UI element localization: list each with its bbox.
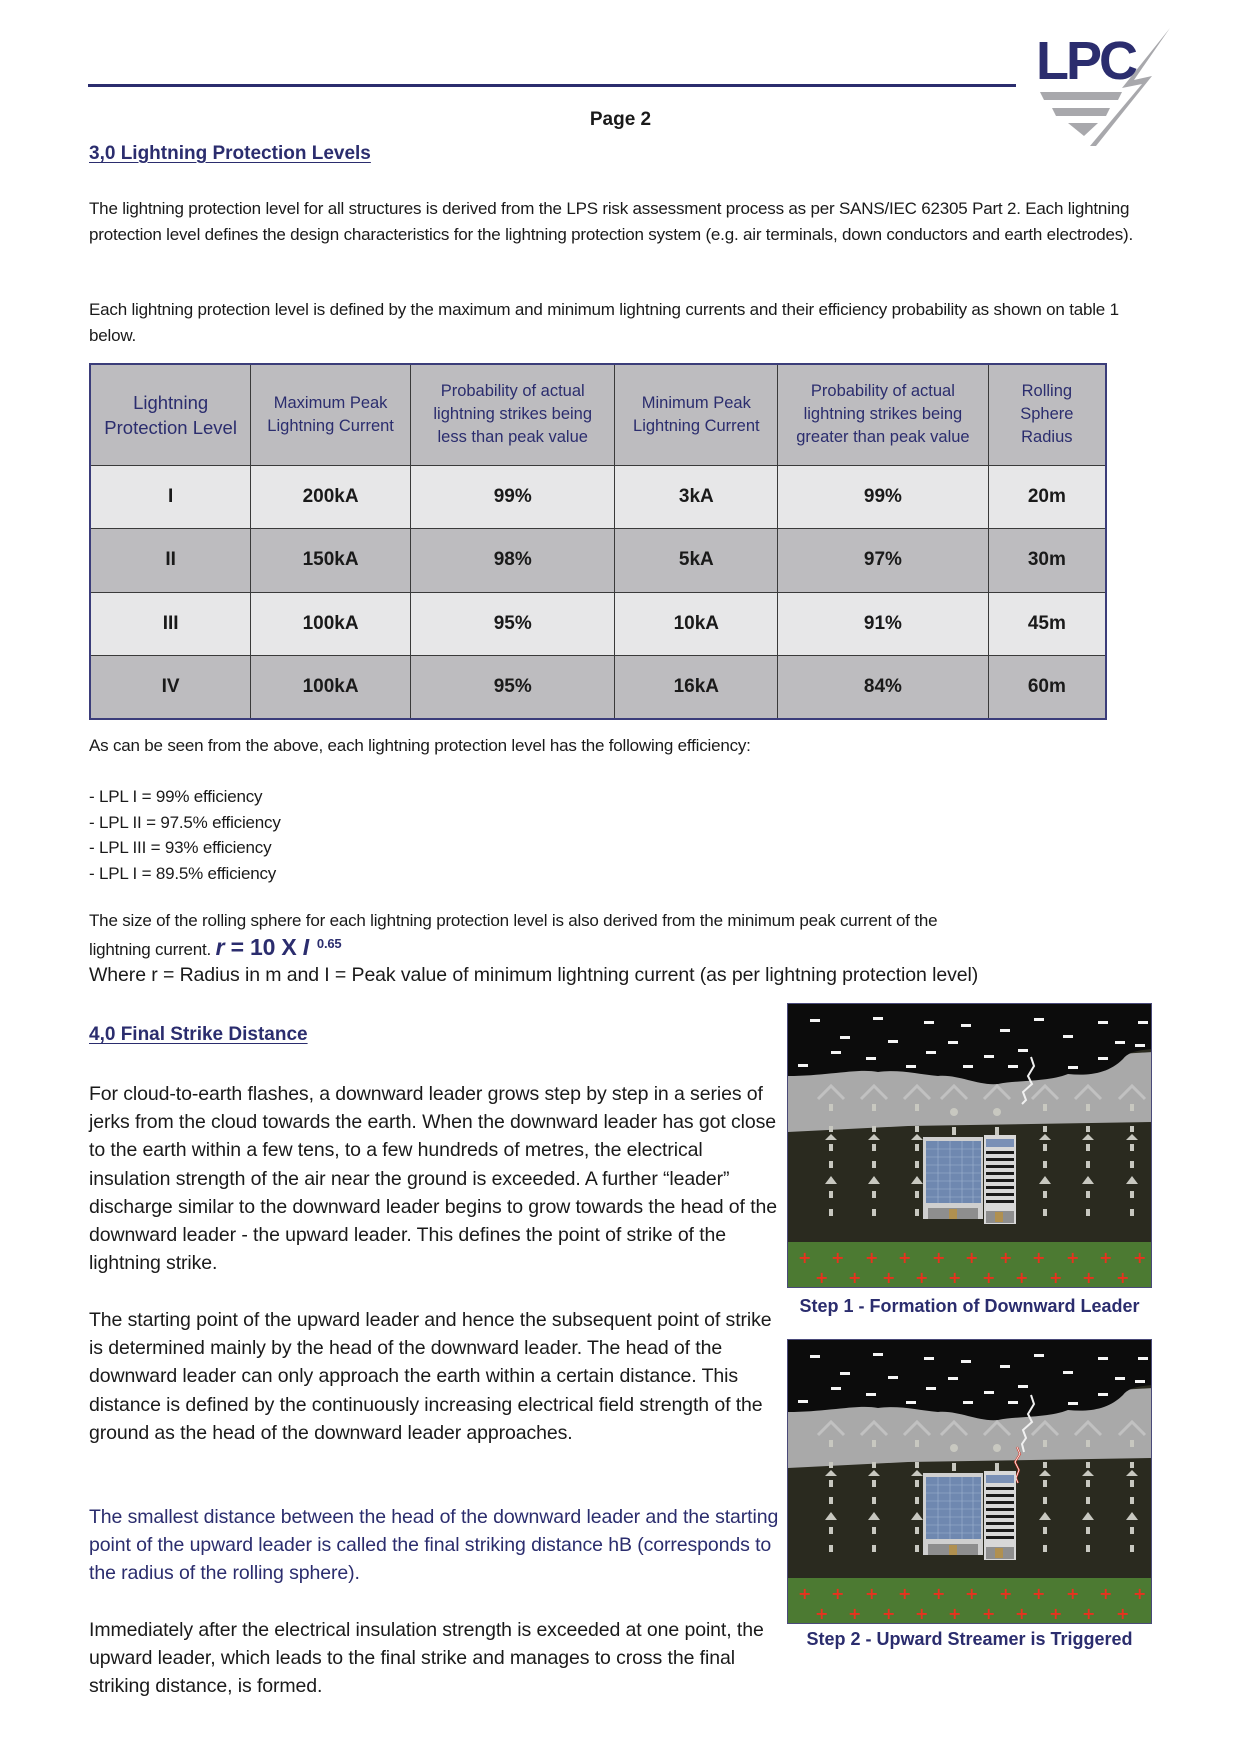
table-cell: 97% xyxy=(778,529,989,593)
section-4-paragraph-2: The starting point of the upward leader and hence the subsequent point of strike is determined mainly by the head of the downward leader. The head of the downward leader can only approach the earth within a certain distance. This distance is defined by the continuously increasing electrical field strength of the ground as the head of the downward leader approaches. xyxy=(89,1309,772,1444)
svg-text:+: + xyxy=(932,1248,946,1267)
table-cell: 16kA xyxy=(615,656,778,720)
table-cell: III xyxy=(90,592,251,656)
svg-text:+: + xyxy=(1032,1248,1046,1267)
svg-text:+: + xyxy=(848,1604,862,1623)
svg-text:+: + xyxy=(1082,1268,1096,1287)
table-header-row xyxy=(90,364,1106,465)
svg-text:+: + xyxy=(915,1268,929,1287)
column-header: Lightning Protection Level xyxy=(90,364,251,465)
table-row xyxy=(90,529,1106,593)
svg-text:+: + xyxy=(999,1584,1013,1603)
svg-text:+: + xyxy=(898,1584,912,1603)
svg-text:+: + xyxy=(882,1604,896,1623)
svg-text:+: + xyxy=(898,1248,912,1267)
lightning-illustration-step2-icon xyxy=(788,1340,1152,1624)
table-row xyxy=(90,656,1106,720)
svg-text:+: + xyxy=(1133,1584,1147,1603)
lightning-illustration-step1-icon xyxy=(788,1004,1152,1288)
formula-exponent: 0.65 xyxy=(316,936,342,951)
column-header: Rolling Sphere Radius xyxy=(988,364,1106,465)
table-cell: 84% xyxy=(778,656,989,720)
formula-lead-text: lightning current. xyxy=(89,940,212,959)
svg-text:+: + xyxy=(948,1604,962,1623)
section-4-paragraph-3: The smallest distance between the head of the downward leader and the starting point of the upward leader is called the final striking distance hB (corresponds to the radius of the rolling sphere). xyxy=(89,1506,779,1585)
table-cell: I xyxy=(90,465,251,529)
svg-text:+: + xyxy=(1116,1268,1130,1287)
table-cell: 95% xyxy=(410,656,615,720)
svg-text:+: + xyxy=(948,1268,962,1287)
efficiency-item: - LPL I = 89.5% efficiency xyxy=(89,863,277,883)
formula-r: r xyxy=(215,934,225,960)
efficiency-item: - LPL I = 99% efficiency xyxy=(89,787,263,806)
section-3-paragraph-1: The lightning protection level for all structures is derived from the LPS risk assessment process as per SANS/IEC 62305 Part 2. Each lightning protection level defines the design characteristics for the lightning protection system (e.g. air terminals, down conductors and earth electrodes). xyxy=(89,199,1134,244)
formula-where: Where r = Radius in m and I = Peak value of minimum lightning current (as per lightning protection level) xyxy=(89,964,979,986)
table-row xyxy=(90,592,1106,656)
formula-line xyxy=(89,935,341,963)
svg-text:+: + xyxy=(999,1248,1013,1267)
svg-text:+: + xyxy=(982,1268,996,1287)
formula-i: I xyxy=(302,934,309,960)
svg-text:+: + xyxy=(815,1268,829,1287)
svg-text:+: + xyxy=(865,1248,879,1267)
table-cell: 150kA xyxy=(251,529,411,593)
svg-text:+: + xyxy=(1133,1248,1147,1267)
rolling-sphere-text: The size of the rolling sphere for each lightning protection level is also derived from the minimum peak current of the xyxy=(89,911,938,930)
table-cell: 91% xyxy=(778,592,989,656)
svg-text:+: + xyxy=(1099,1584,1113,1603)
column-header: Probability of actual lightning strikes being less than peak value xyxy=(410,364,615,465)
svg-text:+: + xyxy=(798,1248,812,1267)
lightning-protection-levels-table xyxy=(89,363,1107,720)
svg-text:+: + xyxy=(815,1604,829,1623)
efficiency-intro: As can be seen from the above, each lightning protection level has the following efficiency: xyxy=(89,736,751,755)
logo-text: LPC xyxy=(1036,31,1135,91)
section-4-paragraph-1: For cloud-to-earth flashes, a downward leader grows step by step in a series of jerks from the cloud towards the earth. When the downward leader has got close to the earth within a few tens, to a few hundreds of metres, the electrical insulation strength of the air near the ground is exceeded. A further “leader” discharge similar to the downward leader begins to grow towards the head of the downward leader - the upward leader. This defines the point of strike of the lightning strike. xyxy=(89,1083,777,1275)
table-cell: 200kA xyxy=(251,465,411,529)
table-cell: 100kA xyxy=(251,592,411,656)
svg-text:+: + xyxy=(1049,1268,1063,1287)
table-row xyxy=(90,465,1106,529)
svg-text:+: + xyxy=(932,1584,946,1603)
table-cell: 100kA xyxy=(251,656,411,720)
svg-text:+: + xyxy=(915,1604,929,1623)
section-4-heading: 4,0 Final Strike Distance xyxy=(89,1024,308,1045)
table-cell: 45m xyxy=(988,592,1106,656)
section-3-heading: 3,0 Lightning Protection Levels xyxy=(89,143,371,164)
section-4-paragraph-4: Immediately after the electrical insulation strength is exceeded at one point, the upward leader, which leads to the final strike and manages to cross the final striking distance, is formed. xyxy=(89,1619,764,1698)
svg-text:+: + xyxy=(798,1584,812,1603)
efficiency-item: - LPL III = 93% efficiency xyxy=(89,838,272,857)
column-header: Probability of actual lightning strikes being greater than peak value xyxy=(778,364,989,465)
svg-text:+: + xyxy=(965,1584,979,1603)
svg-text:+: + xyxy=(1066,1584,1080,1603)
svg-text:+: + xyxy=(1116,1604,1130,1623)
section-3-paragraph-2: Each lightning protection level is defined by the maximum and minimum lightning currents and their efficiency probability as shown on table 1 below. xyxy=(89,300,1119,345)
table-cell: IV xyxy=(90,656,251,720)
efficiency-list xyxy=(89,784,281,886)
figure-2-caption: Step 2 - Upward Streamer is Triggered xyxy=(806,1629,1133,1649)
svg-text:+: + xyxy=(1082,1604,1096,1623)
svg-text:+: + xyxy=(1049,1604,1063,1623)
figure-downward-leader xyxy=(787,1003,1152,1288)
table-cell: 30m xyxy=(988,529,1106,593)
rolling-sphere-formula xyxy=(216,934,342,960)
svg-text:+: + xyxy=(1015,1268,1029,1287)
table-cell: 98% xyxy=(410,529,615,593)
table-cell: 99% xyxy=(410,465,615,529)
svg-text:+: + xyxy=(1099,1248,1113,1267)
efficiency-item: - LPL II = 97.5% efficiency xyxy=(89,812,281,832)
column-header: Minimum Peak Lightning Current xyxy=(615,364,778,465)
svg-text:+: + xyxy=(848,1268,862,1287)
page-number: Page 2 xyxy=(589,109,652,130)
svg-text:+: + xyxy=(982,1604,996,1623)
svg-text:+: + xyxy=(965,1248,979,1267)
table-cell: 10kA xyxy=(615,592,778,656)
svg-text:+: + xyxy=(831,1584,845,1603)
svg-text:+: + xyxy=(831,1248,845,1267)
svg-text:+: + xyxy=(1032,1584,1046,1603)
table-cell: 3kA xyxy=(615,465,778,529)
table-cell: 99% xyxy=(778,465,989,529)
header-rule xyxy=(88,84,1016,87)
formula-eq: = 10 X xyxy=(224,934,303,960)
table-cell: 20m xyxy=(988,465,1106,529)
svg-text:+: + xyxy=(882,1268,896,1287)
svg-text:+: + xyxy=(865,1584,879,1603)
svg-text:+: + xyxy=(1015,1604,1029,1623)
column-header: Maximum Peak Lightning Current xyxy=(251,364,411,465)
figure-1-caption: Step 1 - Formation of Downward Leader xyxy=(799,1296,1140,1316)
svg-text:+: + xyxy=(1066,1248,1080,1267)
table-cell: 95% xyxy=(410,592,615,656)
table-cell: II xyxy=(90,529,251,593)
figure-upward-streamer xyxy=(787,1339,1152,1624)
table-cell: 5kA xyxy=(615,529,778,593)
table-cell: 60m xyxy=(988,656,1106,720)
